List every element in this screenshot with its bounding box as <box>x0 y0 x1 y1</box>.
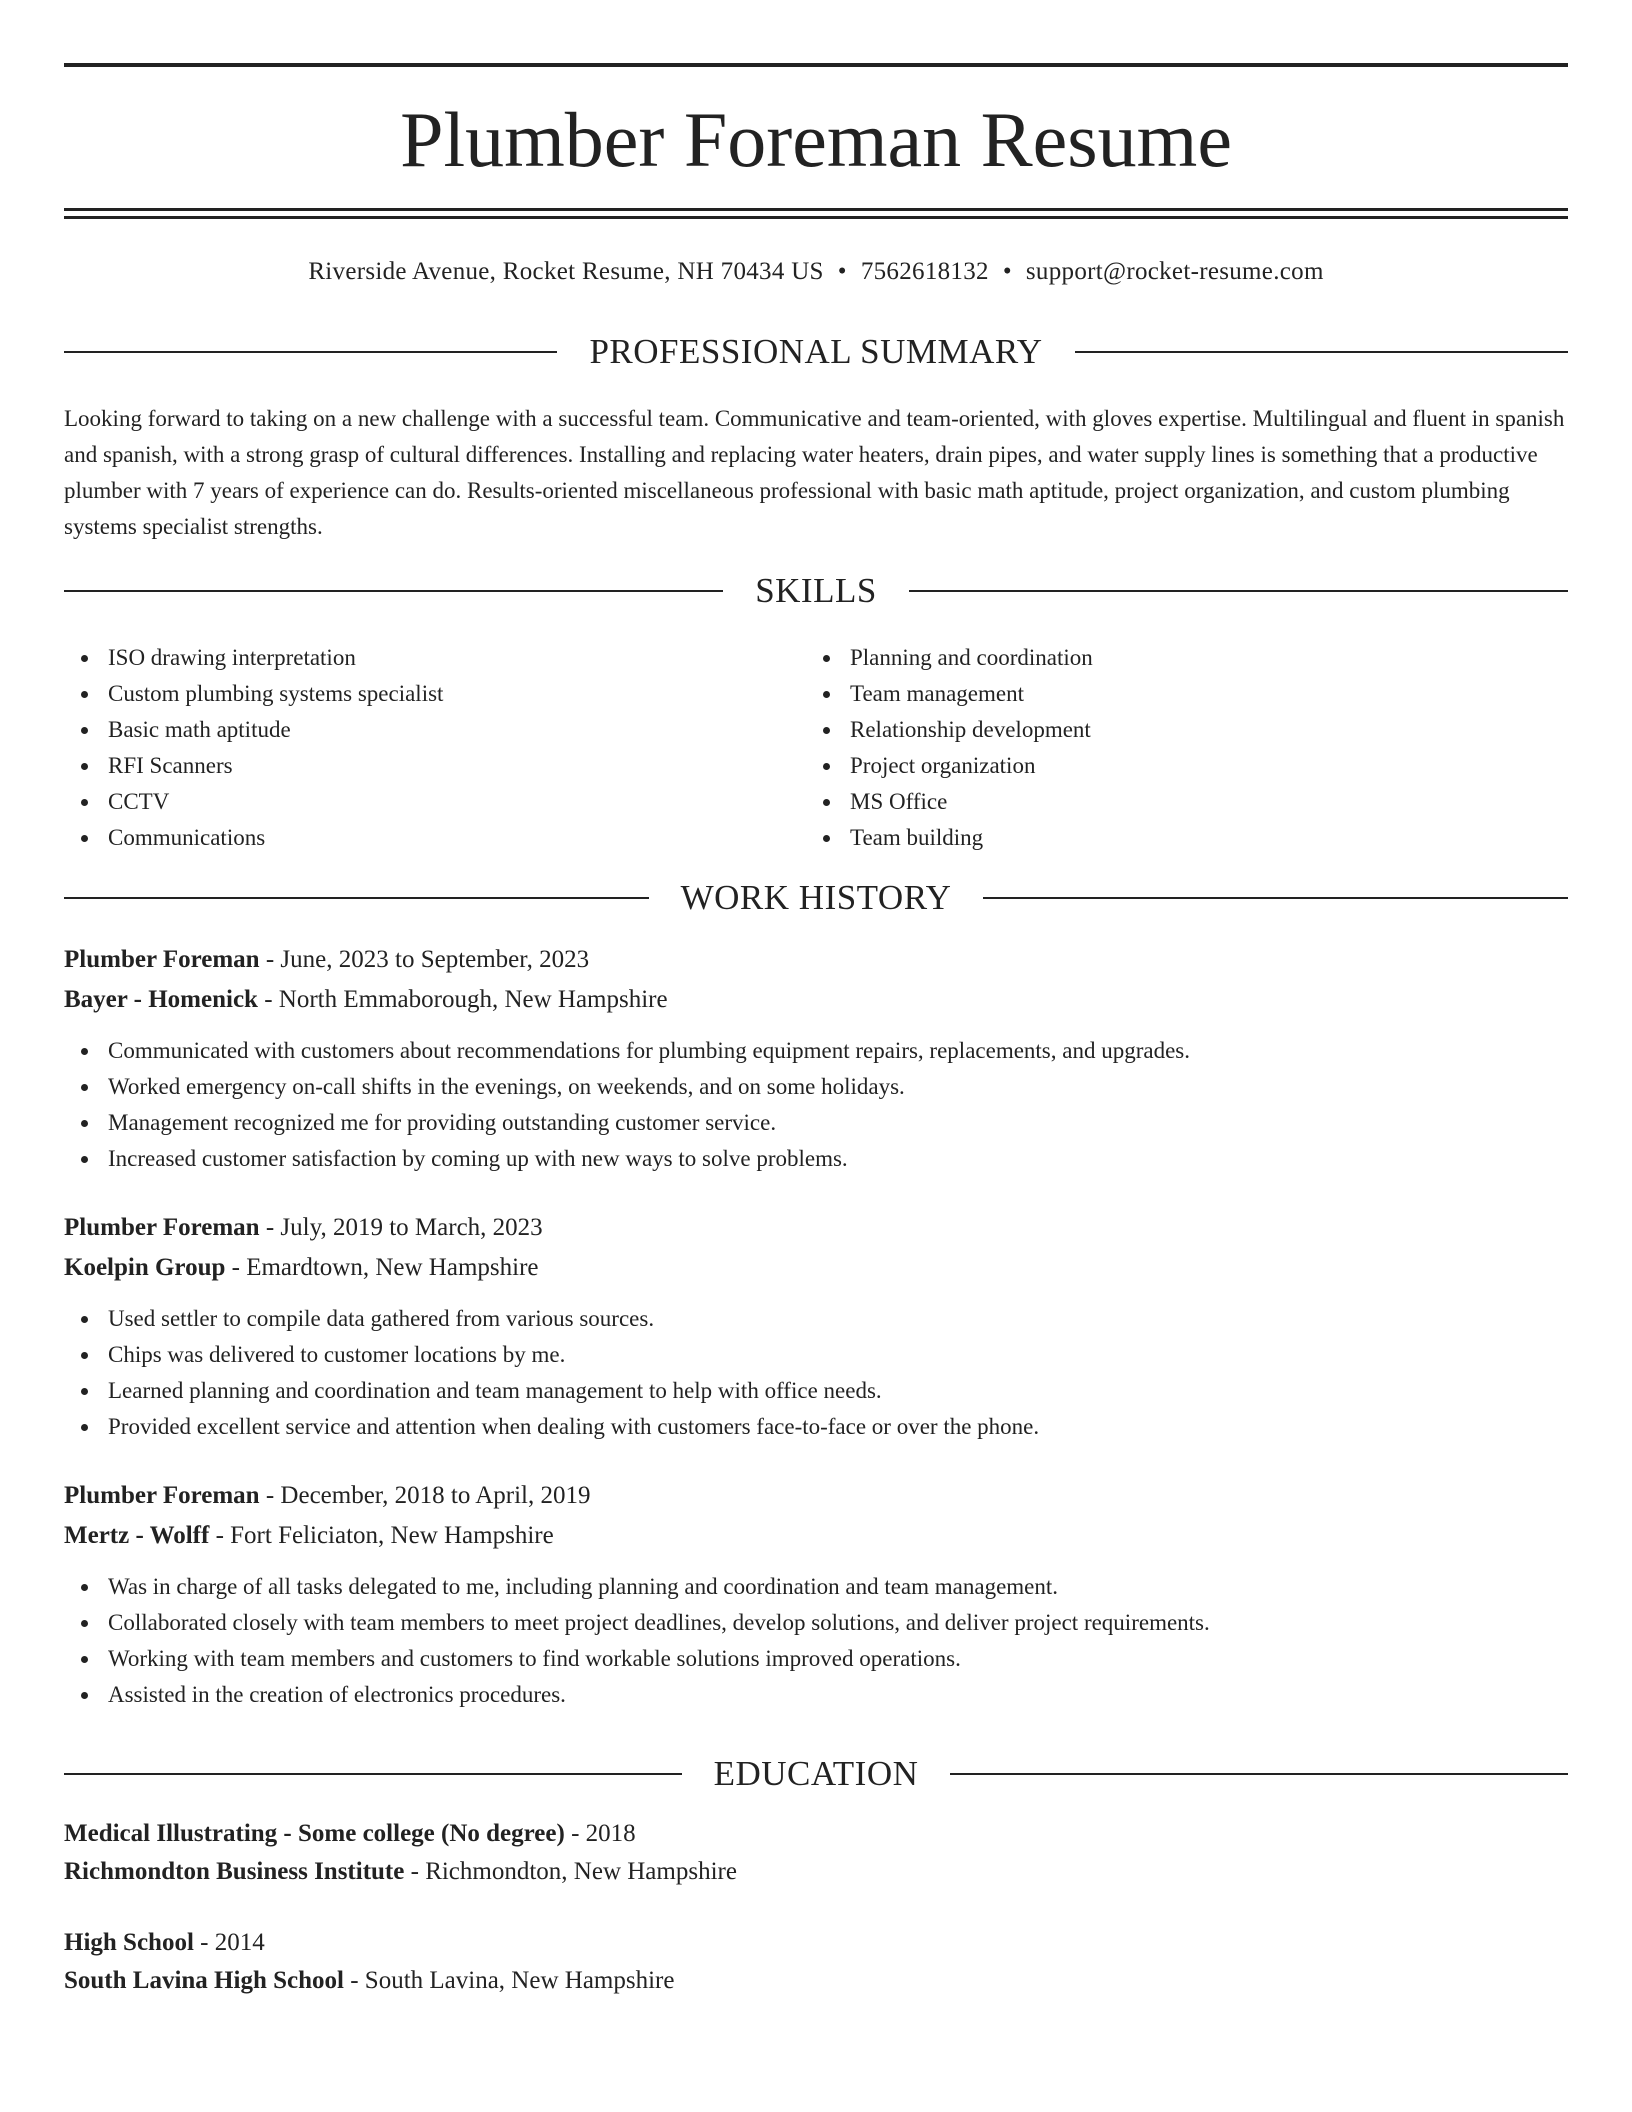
heading-rule-right <box>950 1773 1568 1775</box>
job-bullet: Increased customer satisfaction by coming up with new ways to solve problems. <box>64 1141 1568 1177</box>
job-bullet: Used settler to compile data gathered from various sources. <box>64 1301 1568 1337</box>
dash: - <box>209 1522 231 1549</box>
heading-rule-left <box>64 1773 682 1775</box>
job-company: Koelpin Group <box>64 1254 226 1281</box>
job-bullet: Provided excellent service and attention when dealing with customers face-to-face or over the phone. <box>64 1409 1568 1445</box>
heading-rule-left <box>64 351 557 353</box>
job-company: Bayer - Homenick <box>64 986 258 1013</box>
job-location: Fort Feliciaton, New Hampshire <box>230 1522 554 1549</box>
skill-item: Relationship development <box>806 712 1506 748</box>
job-bullet: Communicated with customers about recommendations for plumbing equipment repairs, replacements, and upgrades. <box>64 1033 1568 1069</box>
dash: - <box>225 1254 247 1281</box>
dash: - <box>343 1967 365 1994</box>
job-title-line <box>64 1209 1568 1247</box>
dash: - <box>259 946 281 973</box>
education-heading: EDUCATION <box>713 1754 919 1793</box>
job-bullet: Was in charge of all tasks delegated to me, including planning and coordination and team management. <box>64 1569 1568 1605</box>
education-school: South Lavina High School <box>64 1967 344 1994</box>
education-school: Richmondton Business Institute <box>64 1858 405 1885</box>
job-location: North Emmaborough, New Hampshire <box>278 986 668 1013</box>
dash: - <box>193 1929 215 1956</box>
job-dates: December, 2018 to April, 2019 <box>280 1482 591 1509</box>
job-dates: June, 2023 to September, 2023 <box>280 946 590 973</box>
contact-line <box>64 254 1568 290</box>
dash: - <box>564 1820 586 1847</box>
dash: - <box>257 986 279 1013</box>
contact-address: Riverside Avenue, Rocket Resume, NH 70434 US <box>308 258 824 285</box>
job-bullets <box>64 1569 1568 1713</box>
heading-rule-right <box>909 590 1568 592</box>
education-entry <box>64 1924 1568 2000</box>
job-bullet: Working with team members and customers to find workable solutions improved operations. <box>64 1641 1568 1677</box>
job-company-line <box>64 981 1568 1019</box>
job-bullet: Assisted in the creation of electronics procedures. <box>64 1677 1568 1713</box>
skill-item: Communications <box>64 820 764 856</box>
contact-email: support@rocket-resume.com <box>1025 258 1324 285</box>
education-entry <box>64 1815 1568 1891</box>
job-entry <box>64 1477 1568 1713</box>
dash: - <box>259 1214 281 1241</box>
top-rule <box>64 63 1568 67</box>
work-section-heading <box>64 876 1568 920</box>
job-title-line <box>64 1477 1568 1515</box>
dash: - <box>259 1482 281 1509</box>
job-entry <box>64 1209 1568 1445</box>
education-degree: Medical Illustrating - Some college (No degree) <box>64 1820 565 1847</box>
education-school-line <box>64 1853 1568 1891</box>
summary-section-heading <box>64 330 1568 374</box>
job-company: Mertz - Wolff <box>64 1522 210 1549</box>
skill-item: Planning and coordination <box>806 640 1506 676</box>
education-location: South Lavina, New Hampshire <box>364 1967 675 1994</box>
job-bullets <box>64 1033 1568 1177</box>
summary-text: Looking forward to taking on a new challenge with a successful team. Communicative and team-oriented, with gloves expertise. Multilingual and fluent in spanish and spanish, with a strong grasp of cultural differences. Installing and replacing water heaters, drain pipes, and water supply lines is something that a productive plumber with 7 years of experience can do. Results-oriented miscellaneous professional with basic math aptitude, project organization, and custom plumbing systems specialist strengths. <box>64 406 1565 539</box>
job-bullet: Worked emergency on-call shifts in the evenings, on weekends, and on some holidays. <box>64 1069 1568 1105</box>
job-title: Plumber Foreman <box>64 1214 260 1241</box>
contact-separator: • <box>1002 258 1012 285</box>
skills-heading: SKILLS <box>755 571 877 610</box>
skill-item: ISO drawing interpretation <box>64 640 764 676</box>
heading-rule-left <box>64 590 723 592</box>
title-rule-upper <box>64 208 1568 211</box>
resume-title: Plumber Foreman Resume <box>400 96 1232 183</box>
skills-list-right <box>806 640 1506 856</box>
summary-heading: PROFESSIONAL SUMMARY <box>589 332 1043 371</box>
education-school-line <box>64 1962 1568 2000</box>
education-year: 2018 <box>585 1820 636 1847</box>
job-company-line <box>64 1249 1568 1287</box>
job-entry <box>64 941 1568 1177</box>
skill-item: Custom plumbing systems specialist <box>64 676 764 712</box>
job-bullets <box>64 1301 1568 1445</box>
work-heading: WORK HISTORY <box>680 878 952 917</box>
heading-rule-right <box>983 897 1568 899</box>
job-bullet: Learned planning and coordination and team management to help with office needs. <box>64 1373 1568 1409</box>
education-section-heading <box>64 1752 1568 1796</box>
education-location: Richmondton, New Hampshire <box>425 1858 737 1885</box>
job-bullet: Management recognized me for providing outstanding customer service. <box>64 1105 1568 1141</box>
job-title: Plumber Foreman <box>64 946 260 973</box>
heading-rule-right <box>1075 351 1568 353</box>
job-dates: July, 2019 to March, 2023 <box>280 1214 543 1241</box>
dash: - <box>404 1858 426 1885</box>
skill-item: MS Office <box>806 784 1506 820</box>
education-degree-line <box>64 1815 1568 1853</box>
skills-list-left <box>64 640 764 856</box>
skill-item: Basic math aptitude <box>64 712 764 748</box>
skill-item: Project organization <box>806 748 1506 784</box>
job-location: Emardtown, New Hampshire <box>246 1254 539 1281</box>
job-bullet: Chips was delivered to customer locations by me. <box>64 1337 1568 1373</box>
job-bullet: Collaborated closely with team members to meet project deadlines, develop solutions, and deliver project requirements. <box>64 1605 1568 1641</box>
skill-item: Team building <box>806 820 1506 856</box>
job-company-line <box>64 1517 1568 1555</box>
skill-item: CCTV <box>64 784 764 820</box>
heading-rule-left <box>64 897 649 899</box>
contact-phone: 7562618132 <box>860 258 989 285</box>
education-degree: High School <box>64 1929 194 1956</box>
education-degree-line <box>64 1924 1568 1962</box>
job-title-line <box>64 941 1568 979</box>
education-year: 2014 <box>214 1929 265 1956</box>
title-rule-lower <box>64 216 1568 219</box>
contact-separator: • <box>837 258 847 285</box>
skills-section-heading <box>64 569 1568 613</box>
job-title: Plumber Foreman <box>64 1482 260 1509</box>
skill-item: RFI Scanners <box>64 748 764 784</box>
skill-item: Team management <box>806 676 1506 712</box>
